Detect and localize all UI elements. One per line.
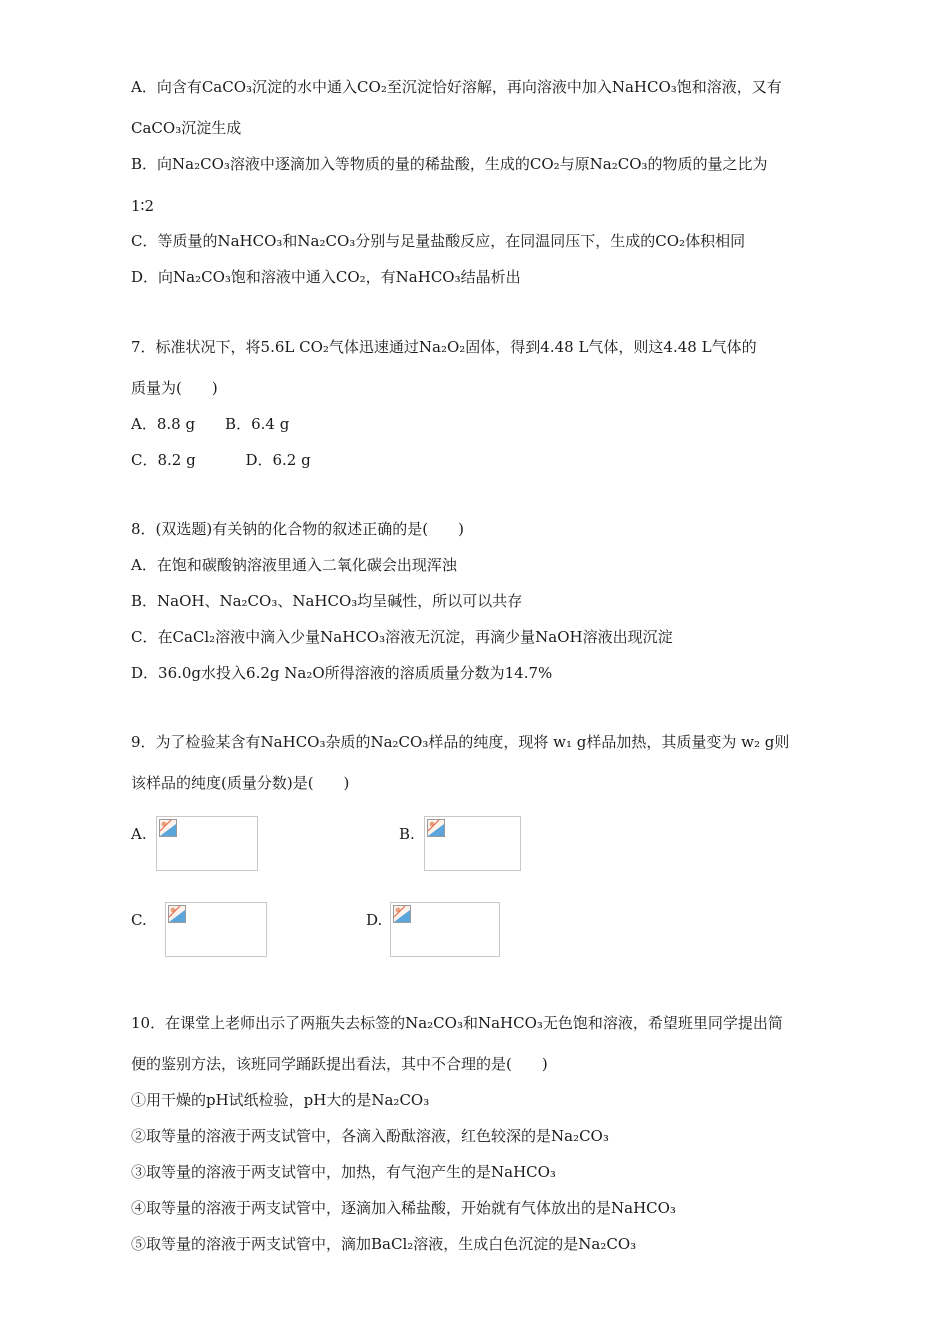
broken-image-icon [168, 905, 186, 923]
broken-image-icon [159, 819, 177, 837]
q7-options-cd: C．8.2 g D．6.2 g [131, 451, 311, 469]
q9-option-a-image [156, 816, 258, 871]
q10-item-1: ①用干燥的pH试纸检验，pH大的是Na₂CO₃ [131, 1091, 430, 1109]
q8-option-d: D．36.0g水投入6.2g Na₂O所得溶液的溶质质量分数为14.7% [131, 664, 553, 682]
q6-option-c: C．等质量的NaHCO₃和Na₂CO₃分别与足量盐酸反应，在同温同压下，生成的CO₂体积相同 [131, 232, 746, 250]
q6-option-b-line1: B．向Na₂CO₃溶液中逐滴加入等物质的量的稀盐酸，生成的CO₂与原Na₂CO₃的物质的量之比为 [131, 155, 768, 173]
q6-option-a-line1: A．向含有CaCO₃沉淀的水中通入CO₂至沉淀恰好溶解，再向溶液中加入NaHCO₃饱和溶液，又有 [131, 78, 782, 96]
q9-option-d-image [390, 902, 500, 957]
q9-option-b-image [424, 816, 521, 871]
q10-stem-line1: 10．在课堂上老师出示了两瓶失去标签的Na₂CO₃和NaHCO₃无色饱和溶液，希望班里同学提出简 [131, 1014, 783, 1032]
q10-item-3: ③取等量的溶液于两支试管中，加热，有气泡产生的是NaHCO₃ [131, 1163, 556, 1181]
q8-option-b: B．NaOH、Na₂CO₃、NaHCO₃均呈碱性，所以可以共存 [131, 592, 523, 610]
q7-options-ab: A．8.8 g B．6.4 g [131, 415, 290, 433]
q9-stem-line2: 该样品的纯度(质量分数)是( ) [131, 774, 350, 792]
q8-option-a: A．在饱和碳酸钠溶液里通入二氧化碳会出现浑浊 [131, 556, 457, 574]
q6-option-d: D．向Na₂CO₃饱和溶液中通入CO₂，有NaHCO₃结晶析出 [131, 268, 521, 286]
q7-stem-line2: 质量为( ) [131, 379, 218, 397]
broken-image-icon [427, 819, 445, 837]
q9-label-a: A. [131, 825, 147, 843]
q9-label-b: B. [399, 825, 415, 843]
q9-label-d: D. [366, 911, 383, 929]
q10-stem-line2: 便的鉴别方法，该班同学踊跃提出看法，其中不合理的是( ) [131, 1055, 548, 1073]
q6-option-b-line2: 1∶2 [131, 197, 154, 215]
q10-item-4: ④取等量的溶液于两支试管中，逐滴加入稀盐酸，开始就有气体放出的是NaHCO₃ [131, 1199, 676, 1217]
q6-option-a-line2: CaCO₃沉淀生成 [131, 119, 242, 137]
broken-image-icon [393, 905, 411, 923]
q10-item-5: ⑤取等量的溶液于两支试管中，滴加BaCl₂溶液，生成白色沉淀的是Na₂CO₃ [131, 1235, 637, 1253]
q8-option-c: C．在CaCl₂溶液中滴入少量NaHCO₃溶液无沉淀，再滴少量NaOH溶液出现沉淀 [131, 628, 673, 646]
q7-stem-line1: 7．标准状况下，将5.6L CO₂气体迅速通过Na₂O₂固体，得到4.48 L气体，则这4.48 L气体的 [131, 338, 757, 356]
q10-item-2: ②取等量的溶液于两支试管中，各滴入酚酞溶液，红色较深的是Na₂CO₃ [131, 1127, 609, 1145]
q9-option-c-image [165, 902, 267, 957]
q9-stem-line1: 9．为了检验某含有NaHCO₃杂质的Na₂CO₃样品的纯度，现将 w₁ g样品加热，其质量变为 w₂ g则 [131, 733, 790, 751]
q8-stem: 8．(双选题)有关钠的化合物的叙述正确的是( ) [131, 520, 464, 538]
q9-label-c: C. [131, 911, 147, 929]
